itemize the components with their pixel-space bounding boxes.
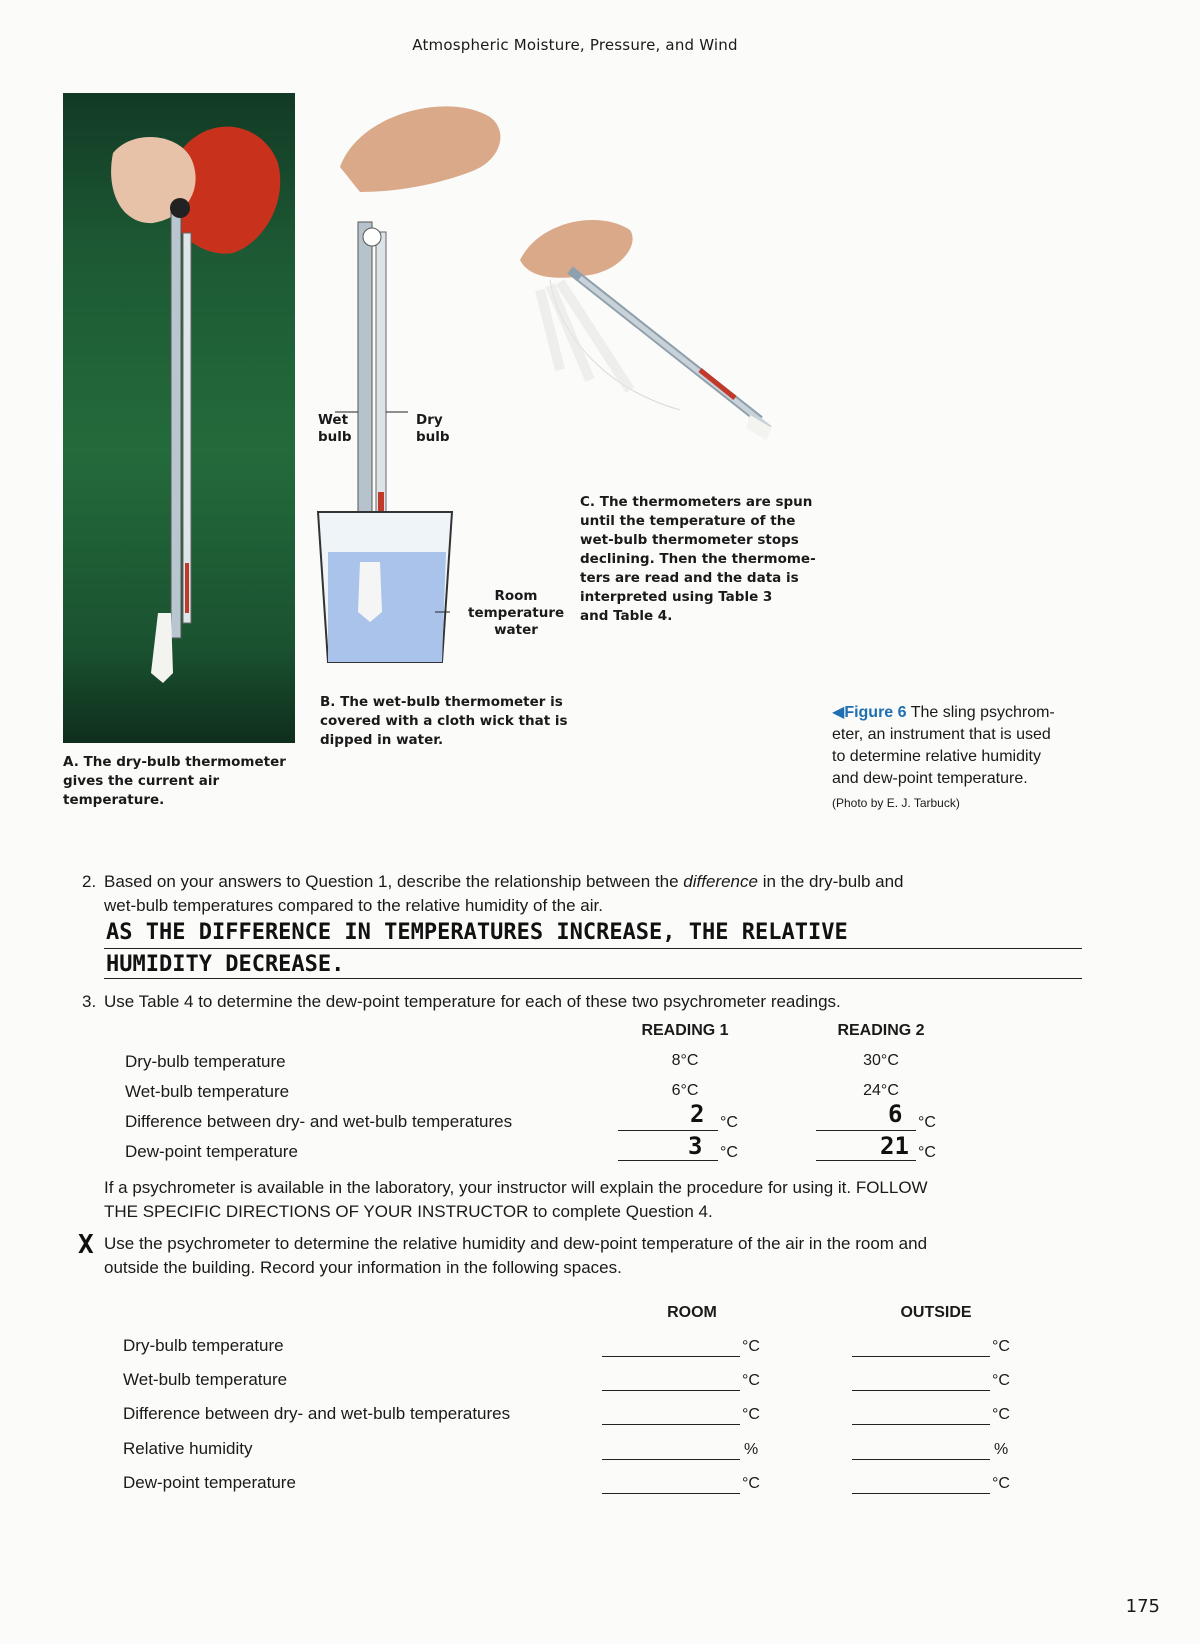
label-room-temperature-water: Room temperature water [468,588,565,638]
room-input-blank[interactable] [602,1356,740,1357]
answer-blank [618,1130,718,1131]
unit-label: °C [742,1372,760,1389]
question-2-answer-line-2: HUMIDITY DECREASE. [106,952,345,977]
figure-caption: ◀Figure 6 The sling psychrom- eter, an instrument that is used to determine relative humidity and dew-point temperature. (Photo by E. J. Tarbuck) [832,702,1112,814]
running-header: Atmospheric Moisture, Pressure, and Wind [412,36,738,54]
outside-input-blank[interactable] [852,1459,990,1460]
triangle-marker-icon: ◀ [832,704,845,721]
label-wet-bulb: Wet bulb [318,412,352,445]
unit-label: °C [720,1144,738,1161]
q4-row-label: Difference between dry- and wet-bulb temperatures [123,1404,511,1423]
outside-input-blank[interactable] [852,1390,990,1391]
answer-blank [816,1160,916,1161]
label-dry-bulb: Dry bulb [416,412,450,445]
q3-row-label: Difference between dry- and wet-bulb temperatures [125,1112,513,1131]
unit-label: °C [992,1406,1010,1423]
q4-row-label: Wet-bulb temperature [123,1370,288,1389]
unit-label: % [744,1441,759,1458]
q3-r1-value: 8°C [671,1052,699,1069]
unit-label: % [994,1441,1009,1458]
caption-a: A. The dry-bulb thermometer gives the current air temperature. [63,754,286,808]
answer-rule-1 [104,948,1082,949]
room-input-blank[interactable] [602,1390,740,1391]
photo-credit: (Photo by E. J. Tarbuck) [832,796,960,810]
q4-row-label: Dry-bulb temperature [123,1336,284,1355]
sling-spinning-illustration [520,200,810,460]
outside-input-blank[interactable] [852,1493,990,1494]
unit-label: °C [742,1475,760,1492]
room-input-blank[interactable] [602,1424,740,1425]
q3-row-label: Wet-bulb temperature [125,1082,290,1101]
question-3-number: 3. [82,992,97,1011]
q3-r2-handwritten: 21 [880,1132,909,1160]
unit-label: °C [992,1475,1010,1492]
unit-label: °C [918,1144,936,1161]
caption-b: B. The wet-bulb thermometer is covered with a cloth wick that is dipped in water. [320,694,568,748]
answer-blank [618,1160,718,1161]
page-number: 175 [1125,1596,1160,1617]
room-header: ROOM [667,1304,717,1321]
outside-header: OUTSIDE [900,1304,972,1321]
unit-label: °C [742,1406,760,1423]
reading-2-header: READING 2 [837,1022,925,1039]
unit-label: °C [720,1114,738,1131]
question-2-text: Based on your answers to Question 1, describe the relationship between the difference in the dry-bulb and wet-bulb temperatures compared to the relative humidity of the air. [104,872,904,915]
q3-r2-value: 30°C [863,1052,899,1069]
instructor-note: If a psychrometer is available in the laboratory, your instructor will explain the procedure for using it. FOLLOW THE SPECIFIC DIRECTIONS OF YOUR INSTRUCTOR to complete Question 4. [104,1178,928,1221]
reading-1-header: READING 1 [641,1022,729,1039]
answer-blank [816,1130,916,1131]
q3-r2-handwritten: 6 [888,1100,903,1128]
photo-dry-bulb-thermometer [63,93,295,743]
q4-row-label: Relative humidity [123,1439,253,1458]
answer-rule-2 [104,978,1082,979]
unit-label: °C [992,1372,1010,1389]
question-4-text: Use the psychrometer to determine the relative humidity and dew-point temperature of the air in the room and outside the building. Record your information in the following spaces. [104,1234,928,1277]
unit-label: °C [992,1338,1010,1355]
q4-row-label: Dew-point temperature [123,1473,296,1492]
q3-row-label: Dry-bulb temperature [125,1052,286,1071]
thermometer-illustration-a [63,93,295,743]
q3-r2-value: 24°C [863,1082,899,1099]
q3-row-label: Dew-point temperature [125,1142,298,1161]
outside-input-blank[interactable] [852,1356,990,1357]
question-2-answer-line-1: AS THE DIFFERENCE IN TEMPERATURES INCREASE, THE RELATIVE [106,920,848,945]
outside-input-blank[interactable] [852,1424,990,1425]
unit-label: °C [918,1114,936,1131]
q3-r1-handwritten: 2 [690,1100,705,1128]
question-3-text: Use Table 4 to determine the dew-point temperature for each of these two psychrometer readings. [104,992,841,1011]
room-input-blank[interactable] [602,1459,740,1460]
question-2-number: 2. [82,872,97,891]
handwritten-x-mark: X [78,1230,94,1260]
figure-number: Figure 6 [844,704,907,721]
q3-r1-value: 6°C [671,1082,699,1099]
q3-r1-handwritten: 3 [688,1132,703,1160]
caption-c: C. The thermometers are spun until the temperature of the wet-bulb thermometer stops declining. Then the thermome- ters are read and the data is interpreted using Table 3 and Table 4. [580,494,816,624]
unit-label: °C [742,1338,760,1355]
room-input-blank[interactable] [602,1493,740,1494]
